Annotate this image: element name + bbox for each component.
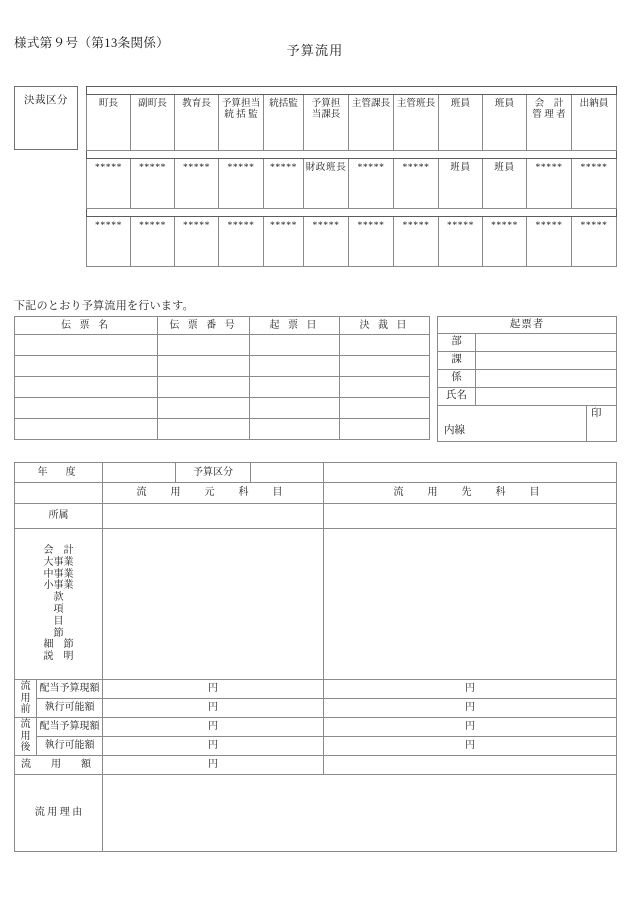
ryuyo-gaku-unit: 円 — [208, 759, 218, 771]
ryuyo-gaku-dest-cell[interactable] — [324, 756, 617, 775]
approval-col-header-2 — [175, 95, 219, 151]
approval-cell-2-4[interactable]: ***** — [264, 217, 304, 267]
approval-col-header-9 — [483, 95, 527, 151]
table-row — [87, 217, 617, 267]
denpyo-cell-3-1[interactable] — [158, 398, 250, 419]
denpyo-cell-1-3[interactable] — [340, 356, 430, 377]
approval-col-header-6 — [349, 95, 394, 151]
nendo-value[interactable] — [103, 463, 176, 483]
table-row — [15, 398, 430, 419]
denpyo-cell-2-1[interactable] — [158, 377, 250, 398]
before-group-label: 流 用 前 — [15, 680, 37, 718]
amount-label-1: 執行可能額 — [37, 699, 103, 718]
table-row — [15, 680, 617, 699]
approval-col-header-1 — [131, 95, 175, 151]
amount-dest-1[interactable] — [324, 699, 617, 718]
item-label-setsumei: 説 明 — [43, 651, 74, 663]
denpyo-cell-1-0[interactable] — [15, 356, 158, 377]
kihyosha-label-shimei: 氏名 — [438, 388, 476, 406]
denpyo-col-header-2: 起 票 日 — [250, 317, 340, 335]
denpyo-cell-3-3[interactable] — [340, 398, 430, 419]
approval-col-header-4 — [264, 95, 304, 151]
kihyosha-field-ka[interactable] — [476, 352, 617, 370]
approval-cell-2-0[interactable]: ***** — [87, 217, 131, 267]
amount-source-unit-1: 円 — [208, 702, 218, 714]
form-number: 様式第９号（第13条関係） — [14, 36, 170, 50]
approval-col-label-2: 教育長 — [182, 98, 211, 109]
approval-cell-2-9[interactable]: ***** — [483, 217, 527, 267]
ryuyo-gaku-value-cell[interactable] — [103, 756, 324, 775]
approval-col-label-10: 会 計 — [534, 98, 564, 109]
approval-cell-1-10[interactable]: ***** — [527, 159, 572, 209]
approval-cell-2-3[interactable]: ***** — [219, 217, 264, 267]
approval-cell-2-10[interactable]: ***** — [527, 217, 572, 267]
decision-section-box — [14, 86, 78, 150]
denpyo-cell-2-0[interactable] — [15, 377, 158, 398]
approval-col-label-6: 主管課長 — [351, 98, 391, 109]
kihyosha-title-row — [438, 317, 617, 334]
approval-col-label-0: 町長 — [98, 98, 119, 109]
denpyo-cell-2-3[interactable] — [340, 377, 430, 398]
approval-col-header-3 — [219, 95, 264, 151]
nendo-label: 年 度 — [15, 463, 103, 483]
kihyosha-label-ka: 課 — [438, 352, 476, 370]
table-row — [438, 370, 617, 388]
item-label-kaikei: 会 計 — [43, 545, 74, 557]
table-row — [87, 159, 617, 209]
amount-source-unit-3: 円 — [208, 740, 218, 752]
approval-cell-1-2[interactable]: ***** — [175, 159, 219, 209]
item-label-shoujigyou: 小事業 — [43, 580, 74, 592]
approval-cell-1-8[interactable]: 班員 — [439, 159, 483, 209]
table-row — [15, 377, 430, 398]
table-row — [15, 699, 617, 718]
approval-col-label2-5: 当課長 — [311, 109, 341, 121]
approval-col-header-11 — [572, 95, 617, 151]
item-label-chujigyou: 中事業 — [43, 568, 74, 580]
approval-table — [86, 86, 616, 267]
source-kamoku-body[interactable] — [103, 529, 324, 680]
nendo-row — [15, 463, 617, 483]
amount-dest-unit-1: 円 — [465, 702, 475, 714]
denpyo-col-header-3: 決 裁 日 — [340, 317, 430, 335]
denpyo-table — [14, 316, 429, 440]
amount-source-2[interactable] — [103, 718, 324, 737]
denpyo-cell-4-3[interactable] — [340, 419, 430, 440]
denpyo-cell-0-3[interactable] — [340, 335, 430, 356]
after-group-label: 流 用 後 — [15, 718, 37, 756]
amount-dest-unit-2: 円 — [465, 721, 475, 733]
item-label-kou: 項 — [53, 604, 64, 615]
shozoku-dest-value[interactable] — [324, 504, 617, 529]
denpyo-cell-4-1[interactable] — [158, 419, 250, 440]
yosan-kubun-value[interactable] — [251, 463, 324, 483]
approval-col-header-5 — [304, 95, 349, 151]
page-title: 予算流用 — [286, 43, 344, 58]
amount-source-unit-2: 円 — [208, 721, 218, 733]
kihyosha-title: 起票者 — [438, 317, 617, 334]
item-label-daijigyou: 大事業 — [43, 556, 74, 568]
shozoku-source-value[interactable] — [103, 504, 324, 529]
approval-cell-1-0[interactable]: ***** — [87, 159, 131, 209]
amount-dest-0[interactable] — [324, 680, 617, 699]
table-row — [15, 718, 617, 737]
denpyo-header-row — [15, 317, 430, 335]
approval-col-header-7 — [394, 95, 439, 151]
amount-source-0[interactable] — [103, 680, 324, 699]
approval-cell-2-1[interactable]: ***** — [131, 217, 175, 267]
ryuyo-riyu-label: 流 用 理 由 — [15, 775, 103, 852]
amount-label-0: 配当予算現額 — [37, 680, 103, 699]
denpyo-cell-0-1[interactable] — [158, 335, 250, 356]
denpyo-col-header-0: 伝 票 名 — [15, 317, 158, 335]
seal-box[interactable]: 印 — [587, 406, 617, 442]
approval-spacer-cell-3 — [87, 209, 617, 217]
approval-cell-1-7[interactable]: ***** — [394, 159, 439, 209]
denpyo-col-header-1: 伝 票 番 号 — [158, 317, 250, 335]
approval-cell-2-8[interactable]: ***** — [439, 217, 483, 267]
kihyosha-field-kakari[interactable] — [476, 370, 617, 388]
item-label-kan: 款 — [53, 592, 64, 604]
approval-cell-1-5[interactable]: 財政班長 — [304, 159, 349, 209]
amount-source-unit-0: 円 — [208, 683, 218, 695]
amount-label-3: 執行可能額 — [37, 737, 103, 756]
approval-col-label-5: 予算担 — [311, 98, 341, 109]
denpyo-cell-4-0[interactable] — [15, 419, 158, 440]
denpyo-cell-1-2[interactable] — [250, 356, 340, 377]
denpyo-cell-0-2[interactable] — [250, 335, 340, 356]
approval-cell-1-3[interactable]: ***** — [219, 159, 264, 209]
source-kamoku-header: 流 用 元 科 目 — [103, 483, 324, 504]
decision-section-label: 決裁区分 — [24, 95, 68, 106]
kihyosha-field-shimei[interactable] — [476, 388, 617, 406]
dest-kamoku-body[interactable] — [324, 529, 617, 680]
approval-cell-1-4[interactable]: ***** — [264, 159, 304, 209]
table-row — [15, 356, 430, 377]
approval-spacer-cell — [87, 87, 617, 95]
kamoku-header-spacer — [15, 483, 103, 504]
approval-cell-2-7[interactable]: ***** — [394, 217, 439, 267]
approval-cell-2-11[interactable]: ***** — [572, 217, 617, 267]
approval-spacer-row-2 — [87, 151, 617, 159]
approval-col-label-3: 予算担当 — [221, 98, 261, 109]
amount-dest-2[interactable] — [324, 718, 617, 737]
approval-cell-2-5[interactable]: ***** — [304, 217, 349, 267]
nendo-row-filler — [324, 463, 617, 483]
table-row — [15, 335, 430, 356]
approval-col-label2-10: 管 理 者 — [532, 109, 566, 121]
table-row — [15, 419, 430, 440]
denpyo-cell-4-2[interactable] — [250, 419, 340, 440]
lead-sentence: 下記のとおり予算流用を行います。 — [14, 300, 194, 312]
approval-col-label-9: 班員 — [494, 98, 515, 109]
approval-cell-2-2[interactable]: ***** — [175, 217, 219, 267]
ryuyo-riyu-value[interactable] — [103, 775, 617, 852]
approval-header-row — [87, 95, 617, 151]
shozoku-label: 所属 — [15, 504, 103, 529]
kihyosha-label-bu: 部 — [438, 334, 476, 352]
amount-dest-unit-0: 円 — [465, 683, 475, 695]
approval-cell-1-11[interactable]: ***** — [572, 159, 617, 209]
shozoku-row — [15, 504, 617, 529]
table-row — [438, 388, 617, 406]
yosan-kubun-label: 予算区分 — [176, 463, 251, 483]
denpyo-cell-3-0[interactable] — [15, 398, 158, 419]
approval-spacer-cell-2 — [87, 151, 617, 159]
approval-col-label-8: 班員 — [450, 98, 471, 109]
approval-cell-2-6[interactable]: ***** — [349, 217, 394, 267]
approval-spacer-row — [87, 87, 617, 95]
approval-col-header-10 — [527, 95, 572, 151]
item-label-saisetsu: 細 節 — [43, 639, 74, 651]
ryuyo-riyu-row — [15, 775, 617, 852]
approval-col-label-1: 副町長 — [138, 98, 167, 109]
kihyosha-box — [437, 316, 616, 442]
denpyo-cell-3-2[interactable] — [250, 398, 340, 419]
amount-dest-unit-3: 円 — [465, 740, 475, 752]
kamoku-body-row — [15, 529, 617, 680]
approval-col-header-0 — [87, 95, 131, 151]
amount-label-2: 配当予算現額 — [37, 718, 103, 737]
amount-dest-3[interactable] — [324, 737, 617, 756]
approval-spacer-row-3 — [87, 209, 617, 217]
main-table — [14, 462, 616, 852]
ryuyo-gaku-label: 流 用 額 — [15, 756, 103, 775]
denpyo-cell-2-2[interactable] — [250, 377, 340, 398]
item-label-moku: 目 — [53, 615, 64, 627]
kamoku-item-labels — [15, 529, 103, 680]
approval-col-label-11: 出納員 — [579, 98, 609, 109]
approval-col-header-8 — [439, 95, 483, 151]
kihyosha-label-kakari: 係 — [438, 370, 476, 388]
table-row — [438, 352, 617, 370]
denpyo-cell-1-1[interactable] — [158, 356, 250, 377]
approval-cell-1-9[interactable]: 班員 — [483, 159, 527, 209]
approval-cell-1-1[interactable]: ***** — [131, 159, 175, 209]
approval-col-label-4: 統括監 — [269, 98, 298, 109]
dest-kamoku-header: 流 用 先 科 目 — [324, 483, 617, 504]
table-row — [438, 334, 617, 352]
kihyosha-field-bu[interactable] — [476, 334, 617, 352]
amount-source-3[interactable] — [103, 737, 324, 756]
approval-col-label2-3: 統 括 監 — [224, 109, 258, 121]
amount-source-1[interactable] — [103, 699, 324, 718]
approval-cell-1-6[interactable]: ***** — [349, 159, 394, 209]
table-row — [15, 737, 617, 756]
kamoku-header-row — [15, 483, 617, 504]
kihyosha-label-naisen[interactable]: 内線 — [438, 406, 587, 442]
denpyo-cell-0-0[interactable] — [15, 335, 158, 356]
approval-col-label-7: 主管班長 — [396, 98, 436, 109]
ryuyo-gaku-row — [15, 756, 617, 775]
item-label-setsu: 節 — [53, 627, 64, 639]
table-row — [438, 406, 617, 442]
